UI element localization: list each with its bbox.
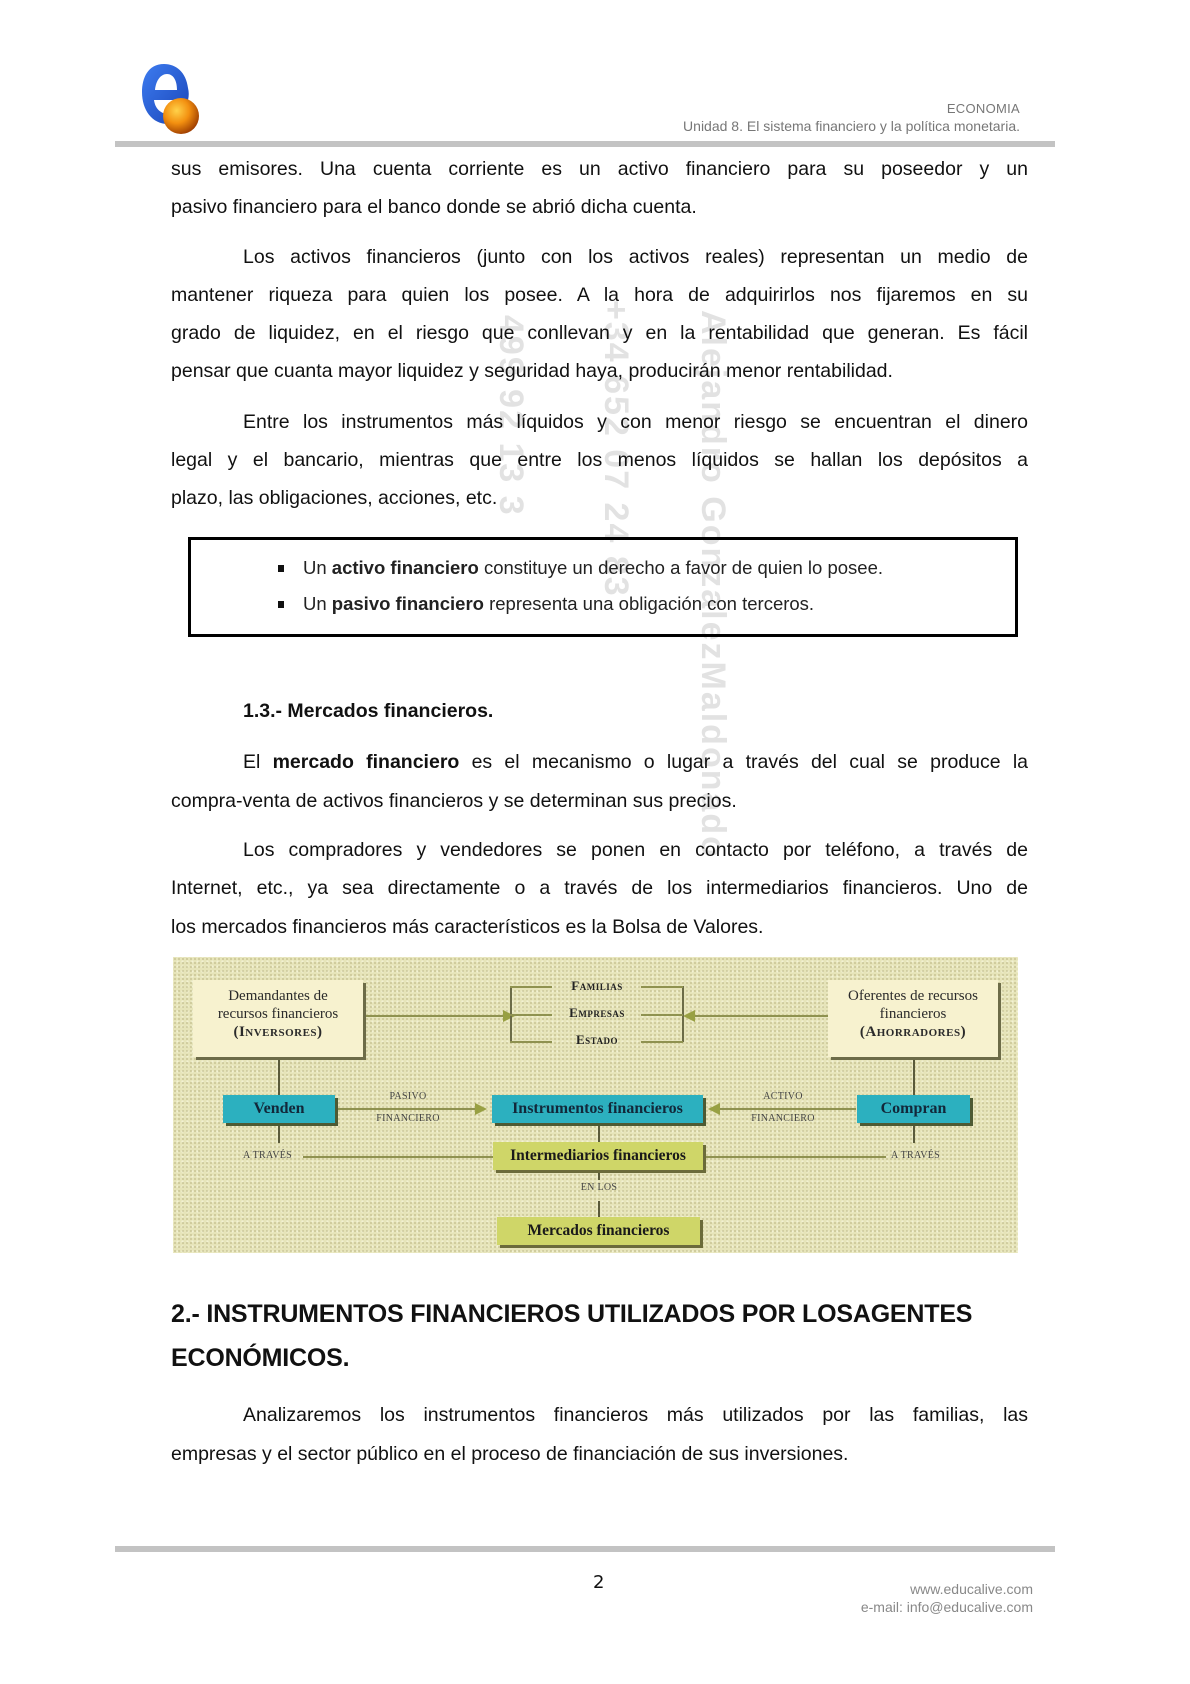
agent-familias: Familias (571, 978, 623, 993)
header-unit-title: Unidad 8. El sistema financiero y la política monetaria. (683, 118, 1020, 134)
paragraph-2-line-2: mantener riqueza para quien los posee. A la hora de adquirirlos nos fijaremos en su (171, 284, 1028, 306)
paragraph-1-line-1: sus emisores. Una cuenta corriente es un activo financiero para su poseedor y un (171, 158, 1028, 180)
paragraph-3-line-1: Entre los instrumentos más líquidos y con menor riesgo se encuentran el dinero (243, 411, 1028, 433)
paragraph-5-line-1: Los compradores y vendedores se ponen en contacto por teléfono, a través de (243, 839, 1028, 861)
definition-pasivo: Un pasivo financiero representa una obligación con terceros. (303, 593, 815, 614)
paragraph-2-line-4: pensar que cuanta mayor liquidez y seguridad haya, producirán menor rentabilidad. (171, 360, 893, 382)
page-number: 2 (593, 1572, 605, 1593)
demandantes-line-3: (Inversores) (233, 1024, 323, 1040)
connector-oferentes-agents (693, 1015, 828, 1017)
paragraph-6-line-2: empresas y el sector público en el proceso de financiación de sus inversiones. (171, 1443, 849, 1465)
oferentes-line-2: financieros (879, 1006, 947, 1022)
section-heading-2-line-1: 2.- INSTRUMENTOS FINANCIEROS UTILIZADOS POR LOSAGENTES (171, 1300, 973, 1328)
watermark-text-3: Alejandro GonzalezMaldonado (694, 310, 732, 859)
intermediarios-financieros-box: Intermediarios financieros (493, 1142, 703, 1170)
venden-box: Venden (223, 1095, 335, 1123)
arrow-left-icon (683, 1010, 695, 1022)
educalive-logo-icon (136, 58, 206, 136)
label-a-traves-right: A TRAVÉS (891, 1150, 940, 1161)
arrow-left-icon (708, 1103, 720, 1115)
arrow-right-icon (475, 1103, 487, 1115)
paragraph-5-line-2: Internet, etc., ya sea directamente o a través de los intermediarios financieros. Uno de (171, 877, 1028, 899)
financial-market-diagram (173, 957, 1018, 1253)
bracket-line (641, 986, 683, 988)
connector-a-traves-right (706, 1156, 886, 1158)
connector-vertical (278, 1060, 280, 1095)
connector-vertical (598, 1201, 600, 1217)
definition-activo: Un activo financiero constituye un derecho a favor de quien lo posee. (303, 557, 884, 578)
bracket-line (641, 1041, 683, 1043)
demandantes-line-1: Demandantes de (228, 988, 328, 1004)
paragraph-1-line-2: pasivo financiero para el banco donde se abrió dicha cuenta. (171, 196, 697, 218)
footer-divider (115, 1546, 1055, 1552)
paragraph-3-line-3: plazo, las obligaciones, acciones, etc. (171, 487, 498, 509)
instrumentos-financieros-box: Instrumentos financieros (492, 1095, 703, 1123)
watermark-text-1: 499 92 13 3 (492, 315, 530, 517)
bullet-square-icon (278, 601, 284, 608)
paragraph-2-line-1: Los activos financieros (junto con los activos reales) representan un medio de (243, 246, 1028, 268)
connector-compran-instrumentos (718, 1108, 856, 1110)
label-pasivo-financiero: FINANCIERO (376, 1113, 440, 1124)
connector-vertical (598, 1170, 600, 1180)
paragraph-4-line-2: compra-venta de activos financieros y se determinan sus precios. (171, 790, 737, 812)
oferentes-line-1: Oferentes de recursos (848, 988, 978, 1004)
connector-venden-instrumentos (338, 1108, 478, 1110)
arrow-right-icon (503, 1010, 515, 1022)
demandantes-line-2: recursos financieros (217, 1006, 339, 1022)
footer-website[interactable]: www.educalive.com (910, 1581, 1033, 1597)
definitions-box (188, 537, 1018, 637)
oferentes-line-3: (Ahorradores) (859, 1024, 967, 1040)
header-divider (115, 141, 1055, 147)
section-heading-1-3: 1.3.- Mercados financieros. (243, 700, 494, 722)
label-activo-financiero: FINANCIERO (751, 1113, 815, 1124)
agent-empresas: Empresas (569, 1005, 625, 1020)
footer-email[interactable]: e-mail: info@educalive.com (860, 1599, 1033, 1615)
connector-demandantes-agents (363, 1015, 513, 1017)
label-a-traves-left: A TRAVÉS (243, 1150, 292, 1161)
compran-box: Compran (857, 1095, 970, 1123)
connector-vertical (598, 1123, 600, 1142)
bracket-line (510, 1041, 552, 1043)
label-activo: ACTIVO (763, 1091, 803, 1102)
label-en-los: EN LOS (580, 1182, 618, 1193)
connector-vertical (913, 1060, 915, 1095)
paragraph-3-line-2: legal y el bancario, mientras que entre los menos líquidos se hallan los depósitos a (171, 449, 1028, 471)
section-heading-2-line-2: ECONÓMICOS. (171, 1344, 350, 1372)
paragraph-5-line-3: los mercados financieros más característicos es la Bolsa de Valores. (171, 916, 764, 938)
watermark-text-2: +34 652 07 24 83 (597, 300, 635, 598)
label-pasivo: PASIVO (389, 1091, 427, 1102)
agent-estado: Estado (575, 1032, 618, 1047)
paragraph-4-line-1: El mercado financiero es el mecanismo o lugar a través del cual se produce la (243, 751, 1029, 773)
mercados-financieros-box: Mercados financieros (497, 1217, 700, 1245)
connector-vertical (278, 1123, 280, 1143)
bracket-line (510, 1014, 552, 1016)
oferentes-box (828, 980, 998, 1057)
paragraph-6-line-1: Analizaremos los instrumentos financieros más utilizados por las familias, las (243, 1404, 1028, 1426)
connector-a-traves-left (303, 1156, 493, 1158)
bracket-line (510, 986, 552, 988)
bullet-square-icon (278, 565, 284, 572)
connector-vertical (913, 1123, 915, 1143)
paragraph-2-line-3: grado de liquidez, en el riesgo que conllevan y en la rentabilidad que generan. Es fácil (171, 322, 1028, 344)
demandantes-box (193, 980, 363, 1057)
bracket-line (641, 1014, 683, 1016)
header-subject: ECONOMIA (946, 101, 1020, 116)
